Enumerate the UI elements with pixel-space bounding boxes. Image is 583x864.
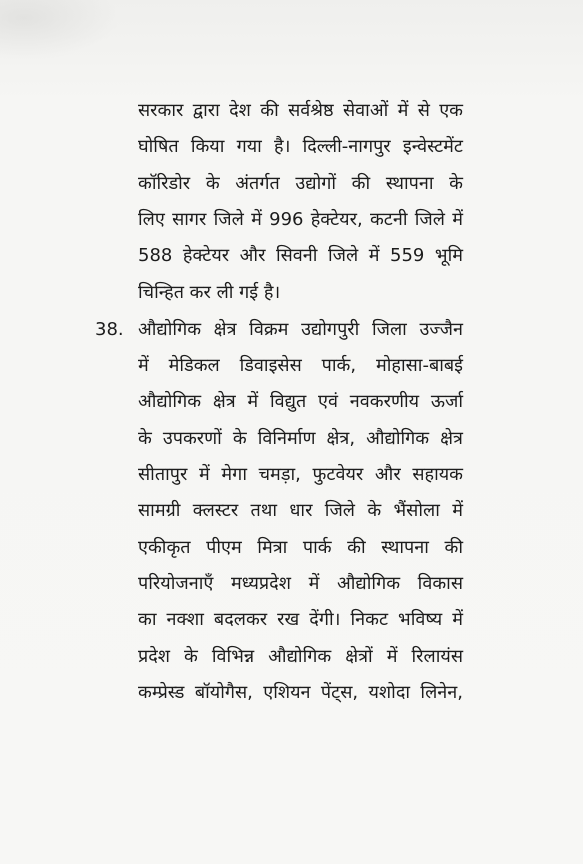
- text-line: चिन्हित कर ली गई है।: [138, 282, 281, 303]
- text-line: औद्योगिक क्षेत्र में विद्युत एवं नवकरणीय ऊर्जा: [138, 391, 463, 412]
- paragraph-number: 38.: [95, 319, 124, 340]
- text-line: में मेडिकल डिवाइसेस पार्क, मोहासा-बाबई: [138, 355, 463, 376]
- text-line: कम्प्रेस्ड बॉयोगैस, एशियन पेंट्स, यशोदा लिनेन,: [138, 682, 463, 703]
- text-line: घोषित किया गया है। दिल्ली-नागपुर इन्वेस्टमेंट: [138, 136, 463, 157]
- text-line: प्रदेश के विभिन्न औद्योगिक क्षेत्रों में रिलायंस: [138, 646, 463, 667]
- text-line: का नक्शा बदलकर रख देंगी। निकट भविष्य में: [138, 609, 463, 630]
- text-line: सीतापुर में मेगा चमड़ा, फुटवेयर और सहायक: [138, 464, 463, 485]
- text-line: एकीकृत पीएम मित्रा पार्क की स्थापना की: [138, 537, 463, 558]
- scan-smudge: [0, 0, 120, 60]
- text-line: के उपकरणों के विनिर्माण क्षेत्र, औद्योगिक क्षेत्र: [138, 428, 463, 449]
- text-line: औद्योगिक क्षेत्र विक्रम उद्योगपुरी जिला उज्जैन: [138, 319, 463, 340]
- text-line: सामग्री क्लस्टर तथा धार जिले के भैंसोला में: [138, 500, 463, 521]
- text-line: 588 हेक्टेयर और सिवनी जिले में 559 भूमि: [138, 245, 463, 266]
- text-line: सरकार द्वारा देश की सर्वश्रेष्ठ सेवाओं में से एक: [138, 100, 463, 121]
- text-line: लिए सागर जिले में 996 हेक्टेयर, कटनी जिले में: [138, 209, 463, 230]
- text-line: कॉरिडोर के अंतर्गत उद्योगों की स्थापना के: [138, 173, 463, 194]
- text-line: परियोजनाएँ मध्यप्रदेश में औद्योगिक विकास: [138, 573, 463, 594]
